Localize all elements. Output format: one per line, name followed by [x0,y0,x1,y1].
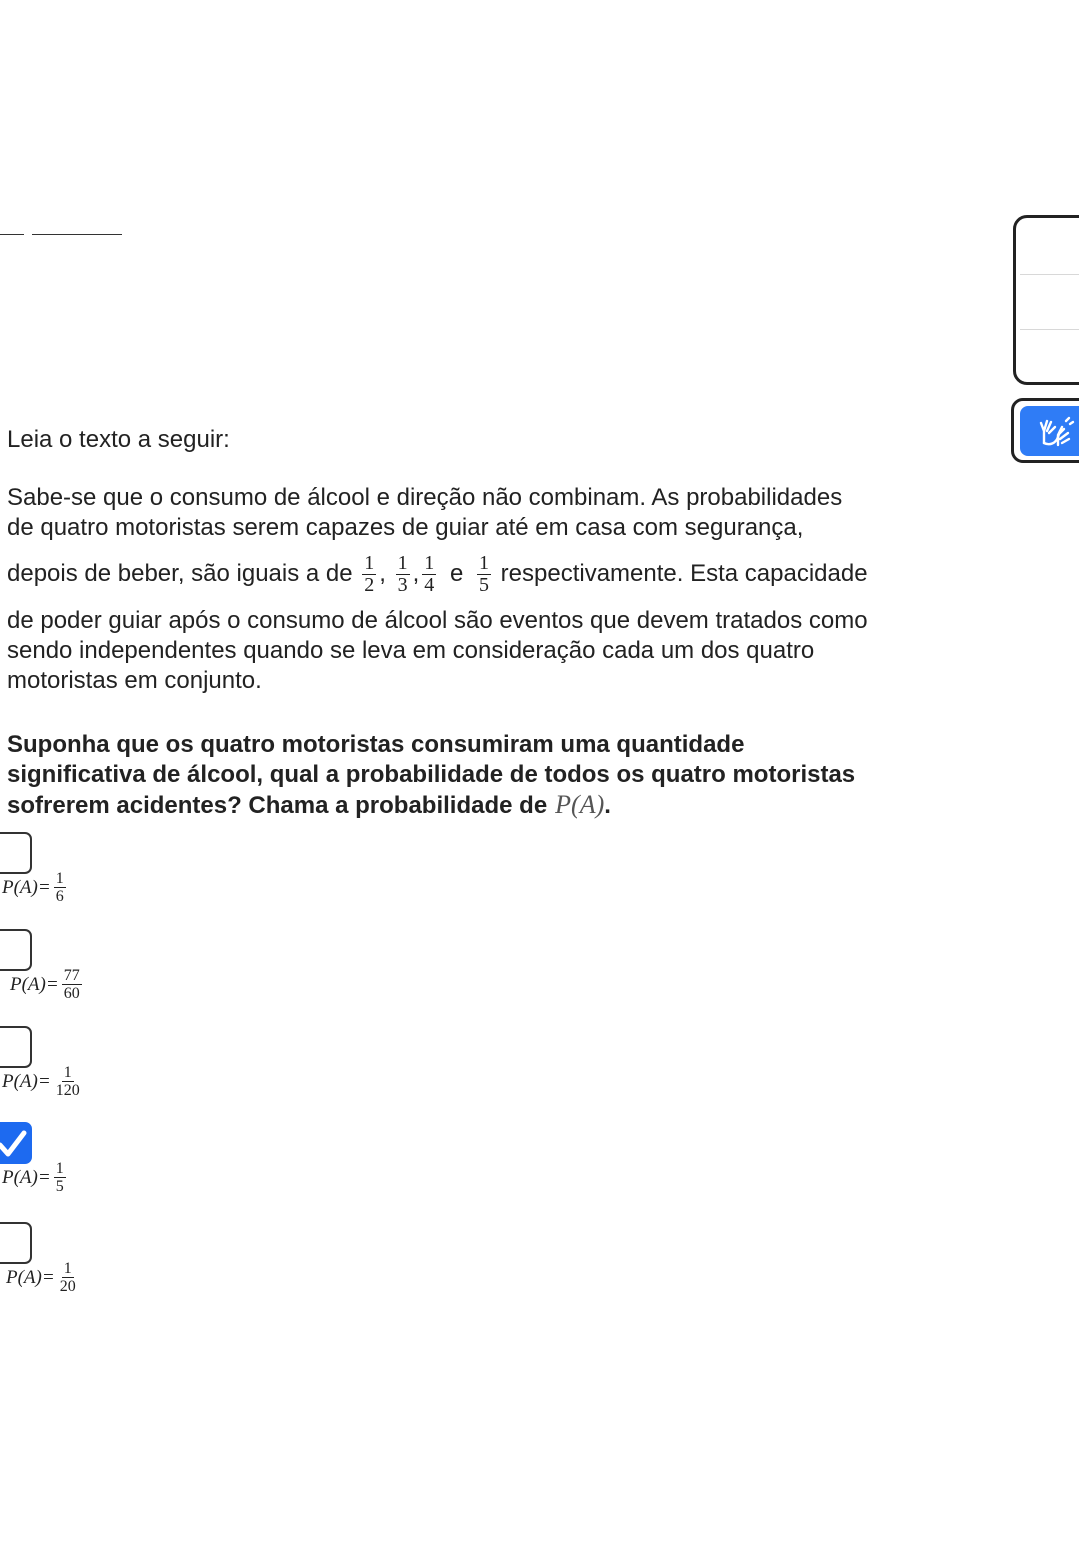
option-checkbox[interactable] [0,1222,32,1264]
option-expression: P(A)= $\frac{1}{5}$ [2,1160,64,1195]
question-text [7,730,967,821]
option-expression: P(A)= $\frac{1}{120}$ [2,1064,80,1099]
checkmark-icon [0,1128,28,1160]
context-line: Sabe-se que o consumo de álcool e direção não combinam. As probabilidades [7,484,843,511]
toolbar-divider [1020,329,1079,330]
option-expression: P(A)= $\frac{1}{20}$ [6,1260,76,1295]
context-paragraph [7,483,967,696]
question-line: Suponha que os quatro motoristas consumiram uma quantidade [7,731,745,758]
answer-option[interactable] [0,929,200,1019]
toolbar-divider [1020,274,1079,275]
context-line: de quatro motoristas serem capazes de guiar até em casa com segurança, [7,514,804,541]
question-line: sofrerem acidentes? Chama a probabilidade de P(A). [7,790,611,819]
option-checkbox[interactable] [0,832,32,874]
answer-option[interactable] [0,832,200,922]
context-line-start: depois de beber, são iguais a de [7,559,353,587]
fraction-fifth: $\frac{1}{5}$ [479,552,489,596]
context-line: de poder guiar após o consumo de álcool são eventos que devem tratados como [7,607,868,634]
context-line: motoristas em conjunto. [7,667,262,694]
context-line: sendo independentes quando se leva em consideração cada um dos quatro [7,637,815,664]
answer-option[interactable] [0,1026,200,1116]
fraction-half: $\frac{1}{2}$ [364,552,375,596]
option-checkbox-checked[interactable] [0,1122,32,1164]
context-line-fractions [7,553,967,596]
probability-variable: P(A) [555,790,605,819]
option-expression: P(A)= $\frac{77}{60}$ [10,967,80,1002]
answer-option-selected[interactable] [0,1122,200,1212]
context-line-end: respectivamente. Esta capacidade [500,559,868,587]
option-checkbox[interactable] [0,1026,32,1068]
option-checkbox[interactable] [0,929,32,971]
side-toolbar [1013,215,1079,385]
intro-text: Leia o texto a seguir: [7,426,230,453]
question-line: significativa de álcool, qual a probabilidade de todos os quatro motoristas [7,761,856,788]
comma: , [379,559,386,587]
question-content [7,420,967,821]
option-expression: P(A)= $\frac{1}{6}$ [2,870,64,905]
fraction-third: $\frac{1}{3}$ [397,552,408,596]
answer-option[interactable] [0,1222,200,1312]
comma: , [412,559,420,587]
fraction-quarter: $\frac{1}{4}$ [424,552,435,596]
sign-language-hands-icon [1036,413,1076,449]
libras-accessibility-button[interactable] [1011,398,1079,463]
and-word: e [449,559,464,587]
